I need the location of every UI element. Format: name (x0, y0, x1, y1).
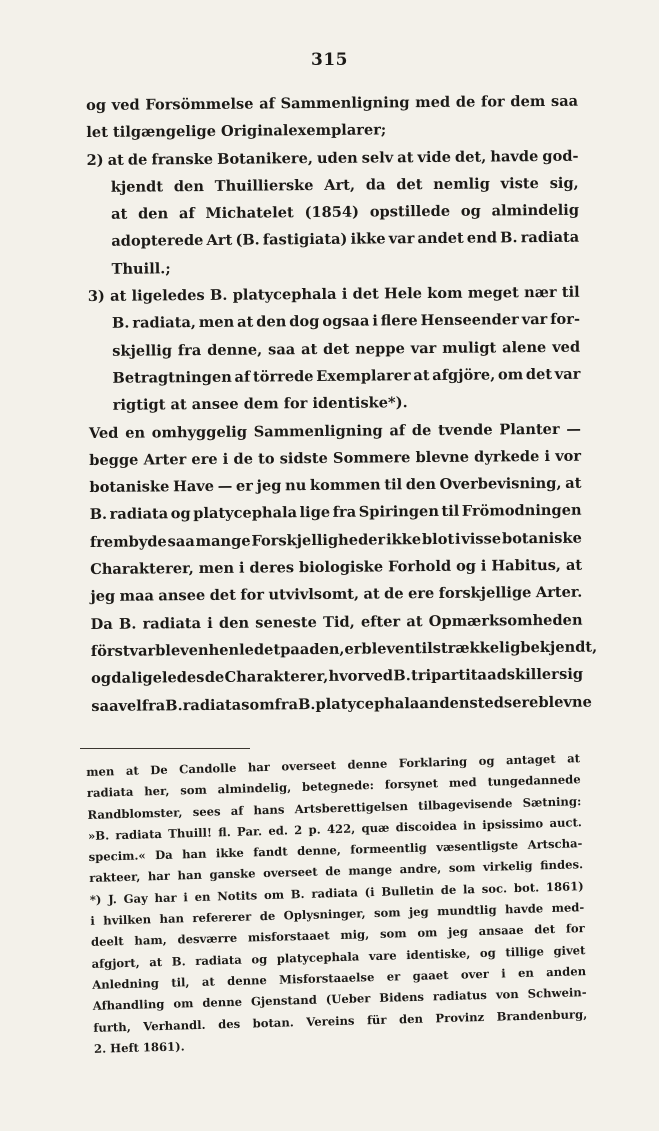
footnote-line: Afhandling om denne Gjenstand (Ueber Bidens radiatus von Schwein- (92, 985, 587, 1014)
body-line: Betragtningen af törrede Exemplarer at afgjöre, om det var (112, 365, 581, 387)
footnote-line: afgjort, at B. radiata og platycephala vare identiske, og tillige givet (91, 942, 586, 971)
body-line: kjendt den Thuillierske Art, da det nemlig viste sig, (110, 174, 579, 196)
body-line: Charakterer, men i deres biologiske Forhold og i Habitus, at (90, 556, 583, 579)
footnote-line: »B. radiata Thuill! fl. Par. ed. 2 p. 422, quæ discoidea in ipsissimo auct. (87, 815, 583, 843)
footnote-line: deelt ham, desværre misforstaaet mig, som om jeg ansaae det for (90, 921, 585, 950)
body-line: begge Arter ere i de to sidste Sommere blevne dyrkede i vor (89, 447, 582, 469)
footnote-line: Anledning til, at denne Misforstaaelse er gaaet over i en anden (92, 964, 587, 992)
body-line: 2) at de franske Botanikere, uden selv at vide det, havde god- (86, 147, 579, 169)
main-text (86, 88, 598, 720)
footnote-line: i hvilken han refererer de Oplysninger, som jeg mundtlig havde med- (90, 900, 585, 929)
body-line: skjellig fra denne, saa at det neppe var muligt alene ved (112, 338, 581, 360)
footnote-line: specim.« Da han ikke fandt denne, formeentlig væsentligste Artscha- (88, 836, 583, 865)
body-line: botaniske Have — er jeg nu kommen til den Overbevisning, at (89, 474, 582, 497)
body-line: jeg maa ansee det for utvivlsomt, at de ere forskjellige Arter. (90, 584, 583, 606)
body-line: 3) at ligeledes B. platycephala i det Hele kom meget nær til (87, 283, 580, 306)
body-line: at den af Michatelet (1854) opstillede og almindelig (110, 201, 580, 223)
footnote-line: rakteer, har han ganske overseet de mange andre, som virkelig findes. (89, 857, 584, 886)
footnote-line: 2. Heft 1861). (93, 1039, 185, 1056)
body-line: adopterede Art (B. fastigiata) ikke var andet end B. radiata (111, 229, 580, 251)
body-line: B. radiata og platycephala lige fra Spiringen til Frömodningen (89, 502, 582, 524)
body-line: först var bleven henledet paa den, er bleven tilstrækkelig bekjendt, (90, 638, 598, 660)
page-number: 315 (311, 50, 348, 70)
body-line: Thuill.; (111, 260, 171, 278)
body-line: let tilgængelige Originalexemplarer; (86, 121, 387, 142)
body-line: rigtigt at ansee dem for identiske*). (112, 394, 408, 415)
body-line: Da B. radiata i den seneste Tid, efter at Opmærksomheden (90, 611, 583, 633)
body-line: Ved en omhyggelig Sammenligning af de tvende Planter — (88, 420, 581, 442)
body-line: frembyde saa mange Forskjelligheder ikke blot i visse botaniske (89, 529, 582, 551)
footnote-line: Randblomster, sees af hans Artsberettigelsen tilbagevisende Sætning: (87, 793, 582, 822)
footnote-line: men at De Candolle har overseet denne Forklaring og antaget at (86, 751, 581, 779)
footnote-divider (80, 748, 250, 749)
footnote-line: radiata her, som almindelig, betegnede: forsynet med tungedannede (86, 772, 581, 801)
footnotes (86, 748, 588, 1060)
footnote-line: furth, Verhandl. des botan. Vereins für den Provinz Brandenburg, (93, 1006, 588, 1035)
footnote-line: *) J. Gay har i en Notits om B. radiata (i Bulletin de la soc. bot. 1861) (89, 878, 584, 907)
body-line: B. radiata, men at den dog ogsaa i flere Henseender var for- (111, 311, 581, 333)
body-line: og da ligeledes de Charakterer, hvorved B. tripartita adskiller sig (91, 665, 584, 688)
body-line: saavel fra B. radiata som fra B. platycephala andensteds ere blevne (91, 693, 592, 715)
body-line: og ved Forsömmelse af Sammenligning med de for dem saa (86, 92, 579, 114)
